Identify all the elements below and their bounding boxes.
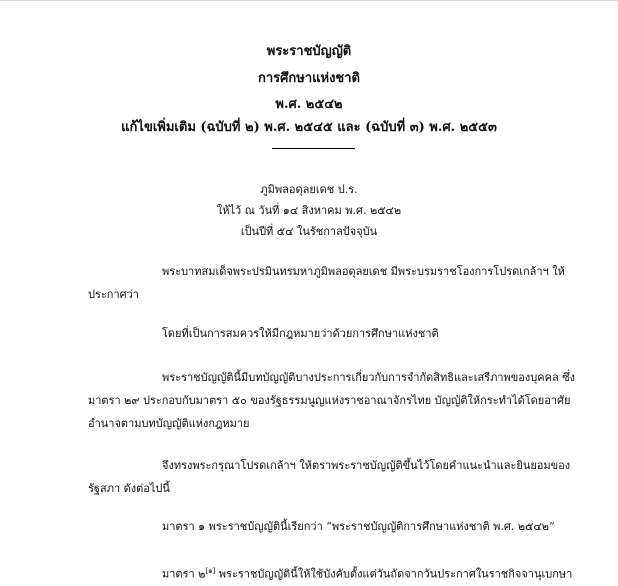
section-2-prefix: มาตรา ๒ (162, 567, 206, 581)
paragraph-4-line-2: รัฐสภา ดังต่อไปนี้ (88, 482, 170, 495)
paragraph-2-line-1: โดยที่เป็นการสมควรให้มีกฎหมายว่าด้วยการศึกษาแห่งชาติ (162, 327, 439, 340)
title-line-2: การศึกษาแห่งชาติ (257, 71, 360, 86)
signature-line-3: เป็นปีที่ ๕๔ ในรัชกาลปัจจุบัน (240, 225, 378, 238)
section-2-line (162, 561, 572, 585)
top-border (0, 0, 618, 1)
title-line-4: แก้ไขเพิ่มเติม (ฉบับที่ ๒) พ.ศ. ๒๕๔๕ และ (ฉบับที่ ๓) พ.ศ. ๒๕๕๓ (121, 120, 497, 135)
title-line-1: พระราชบัญญัติ (266, 44, 352, 59)
paragraph-4-line-1: จึงทรงพระกรุณาโปรดเกล้าฯ ให้ตราพระราชบัญญัติขึ้นไว้โดยคำแนะนำและยินยอมของ (162, 459, 571, 472)
paragraph-3-line-1: พระราชบัญญัตินี้มีบทบัญญัติบางประการเกี่ยวกับการจำกัดสิทธิและเสรีภาพของบุคคล ซึ่ง (162, 371, 576, 384)
signature-line-2: ให้ไว้ ณ วันที่ ๑๔ สิงหาคม พ.ศ. ๒๕๔๒ (216, 204, 402, 217)
footnote-link[interactable]: [๑] (205, 567, 216, 575)
title-line-3: พ.ศ. ๒๕๔๒ (275, 97, 343, 112)
signature-line-1: ภูมิพลอดุลยเดช ป.ร. (260, 183, 358, 196)
section-2-text: พระราชบัญญัตินี้ให้ใช้บังคับตั้งแต่วันถัดจากวันประกาศในราชกิจจานุเบกษา (215, 567, 573, 581)
paragraph-1-line-2: ประกาศว่า (88, 288, 139, 301)
paragraph-1-line-1: พระบาทสมเด็จพระปรมินทรมหาภูมิพลอดุลยเดช มีพระบรมราชโองการโปรดเกล้าฯ ให้ (162, 265, 565, 278)
section-1-line: มาตรา ๑ พระราชบัญญัตินี้เรียกว่า “พระราชบัญญัติการศึกษาแห่งชาติ พ.ศ. ๒๕๔๒” (162, 520, 555, 533)
title-divider (272, 148, 355, 149)
paragraph-3-line-3: อำนาจตามบทบัญญัติแห่งกฎหมาย (88, 417, 250, 430)
paragraph-3-line-2: มาตรา ๒๙ ประกอบกับมาตรา ๕๐ ของรัฐธรรมนูญแห่งราชอาณาจักรไทย บัญญัติให้กระทำได้โดยอาศัย (88, 394, 571, 407)
